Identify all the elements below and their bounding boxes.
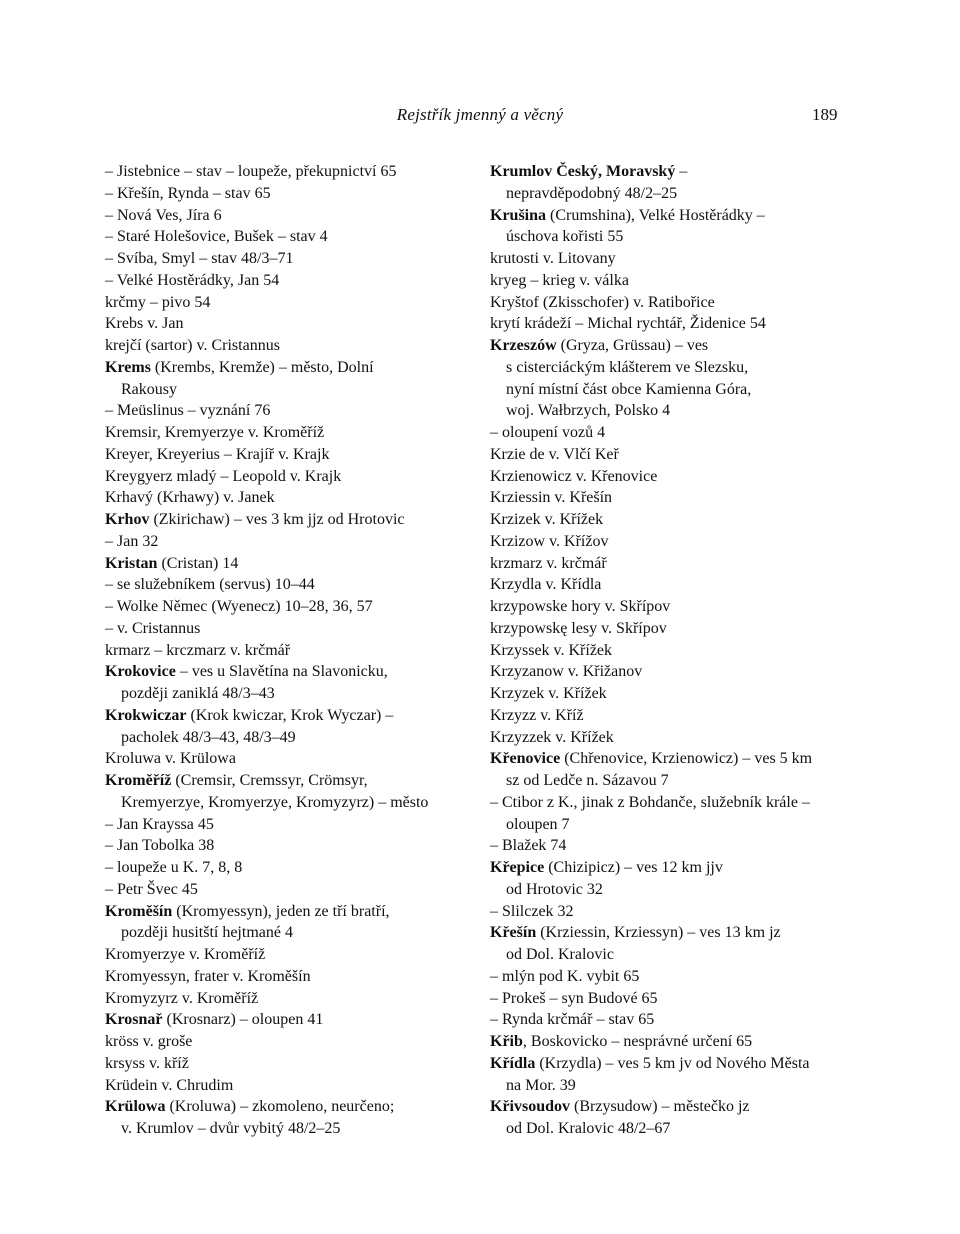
index-text: Kromyessyn, frater v. Kroměšín xyxy=(105,967,311,985)
index-headword: Krosnař xyxy=(105,1011,163,1029)
index-line xyxy=(490,1053,860,1075)
index-text: Krzydla v. Křídla xyxy=(490,576,602,594)
index-text: Krzienowicz v. Křenovice xyxy=(490,467,658,485)
index-line xyxy=(490,553,860,575)
index-text: Kromyerzye v. Kroměříž xyxy=(105,946,266,963)
index-line xyxy=(105,705,475,727)
index-headword: Křenovice xyxy=(490,750,561,768)
index-line xyxy=(490,313,860,335)
index-line xyxy=(105,901,475,923)
index-text: krmarz – krczmarz v. krčmář xyxy=(105,641,291,659)
index-text: Krziessin v. Křešín xyxy=(490,489,613,507)
index-text: – xyxy=(675,163,688,180)
index-text: – ves u Slavětína na Slavonicku, xyxy=(175,663,388,681)
running-title: Rejstřík jmenný a věcný xyxy=(396,105,564,124)
index-text: (Kroluwa) – zkomoleno, neurčeno; xyxy=(165,1098,395,1116)
index-text: později husitští hejtmané 4 xyxy=(121,924,293,942)
index-text: Krhavý (Krhawy) v. Janek xyxy=(105,489,275,507)
index-text: – se služebníkem (servus) 10–44 xyxy=(105,576,315,594)
index-text: krčmy – pivo 54 xyxy=(105,293,211,311)
index-line xyxy=(105,1009,475,1031)
index-headword: Křešín xyxy=(490,924,537,942)
index-text: Kremyerzye, Kromyerzye, Kromyzyrz) – město xyxy=(121,793,429,811)
index-text: Krzyzzek v. Křížek xyxy=(490,728,614,746)
index-line xyxy=(105,1075,475,1097)
index-line xyxy=(105,509,475,531)
index-text: (Brzysudow) – městečko jz xyxy=(570,1098,750,1116)
index-text: – Jistebnice – stav – loupeže, překupnictví 65 xyxy=(105,163,397,180)
index-line xyxy=(105,618,475,640)
index-text: – v. Cristannus xyxy=(105,619,201,637)
index-line xyxy=(490,640,860,662)
index-text: Krzizek v. Křížek xyxy=(490,511,604,528)
index-text: – Meüslinus – vyznání 76 xyxy=(105,402,271,420)
index-line xyxy=(490,596,860,618)
index-text: (Chizipicz) – ves 12 km jjv xyxy=(544,859,723,876)
index-line xyxy=(105,335,475,357)
index-line xyxy=(490,770,860,792)
index-line xyxy=(105,466,475,488)
index-text: krejčí (sartor) v. Cristannus xyxy=(105,337,280,354)
index-line xyxy=(490,1031,860,1053)
index-line xyxy=(490,857,860,879)
index-line xyxy=(105,205,475,227)
index-line xyxy=(105,161,475,183)
index-text: Kromyzyrz v. Kroměříž xyxy=(105,989,259,1007)
index-text: s cisterciáckým klášterem ve Slezsku, xyxy=(506,358,749,376)
index-headword: Krhov xyxy=(105,511,150,528)
index-line xyxy=(105,640,475,662)
index-text: (Krosnarz) – oloupen 41 xyxy=(162,1011,324,1029)
index-line xyxy=(105,270,475,292)
index-text: – Jan 32 xyxy=(105,532,159,550)
index-text: (Crumshina), Velké Hostěrádky – xyxy=(546,206,765,224)
index-headword: Kristan xyxy=(105,554,158,572)
index-line xyxy=(105,922,475,944)
index-line xyxy=(490,379,860,401)
index-text: krzypowskę lesy v. Skřípov xyxy=(490,619,667,637)
index-line xyxy=(490,466,860,488)
index-line xyxy=(490,444,860,466)
index-line xyxy=(105,748,475,770)
index-line xyxy=(105,727,475,749)
index-text: sz od Ledče n. Sázavou 7 xyxy=(506,772,669,789)
index-text: krzypowske hory v. Skřípov xyxy=(490,598,671,615)
index-line xyxy=(105,226,475,248)
index-line xyxy=(105,400,475,422)
index-text: Kremsir, Kremyerzye v. Kroměříž xyxy=(105,424,325,441)
index-text: oloupen 7 xyxy=(506,815,570,833)
index-headword: Křib xyxy=(490,1033,523,1050)
index-text: Kroluwa v. Krülowa xyxy=(105,750,236,768)
index-line xyxy=(105,1118,475,1140)
index-headword: Krems xyxy=(105,358,151,376)
index-text: od Hrotovic 32 xyxy=(506,880,603,898)
index-column-right xyxy=(490,161,860,1140)
index-line xyxy=(105,596,475,618)
index-text: pacholek 48/3–43, 48/3–49 xyxy=(121,728,296,746)
index-line xyxy=(105,1096,475,1118)
index-line xyxy=(105,1053,475,1075)
index-text: (Chřenovice, Krzienowicz) – ves 5 km xyxy=(560,750,813,768)
index-line xyxy=(490,292,860,314)
index-line xyxy=(105,422,475,444)
index-text: Krzyzek v. Křížek xyxy=(490,685,607,702)
index-text: – Prokeš – syn Budové 65 xyxy=(490,989,658,1007)
index-text: woj. Wałbrzych, Polsko 4 xyxy=(506,402,671,420)
index-line xyxy=(105,966,475,988)
index-line xyxy=(490,270,860,292)
index-line xyxy=(105,944,475,966)
index-text: – Velké Hostěrádky, Jan 54 xyxy=(105,271,280,289)
index-text: nepravděpodobný 48/2–25 xyxy=(506,184,678,202)
index-line xyxy=(105,988,475,1010)
index-text: , Boskovicko – nesprávné určení 65 xyxy=(522,1033,753,1050)
index-line xyxy=(490,531,860,553)
index-headword: Kroměříž xyxy=(105,772,172,789)
index-text: – Jan Krayssa 45 xyxy=(105,815,214,833)
index-line xyxy=(490,792,860,814)
index-line xyxy=(490,400,860,422)
index-line xyxy=(490,161,860,183)
index-line xyxy=(105,792,475,814)
index-text: Krzizow v. Křížov xyxy=(490,532,609,550)
index-text: (Cremsir, Cremssyr, Crömsyr, xyxy=(171,772,368,789)
index-text: Krebs v. Jan xyxy=(105,315,184,333)
index-text: kryeg – krieg v. válka xyxy=(490,271,629,289)
index-line xyxy=(490,226,860,248)
index-text: Krüdein v. Chrudim xyxy=(105,1076,234,1094)
index-line xyxy=(490,966,860,988)
index-headword: Křivsoudov xyxy=(490,1098,571,1116)
index-line xyxy=(105,553,475,575)
index-text: – Ctibor z K., jinak z Bohdanče, služebník krále – xyxy=(490,793,810,811)
index-column-left xyxy=(105,161,475,1140)
index-text: – Křešín, Rynda – stav 65 xyxy=(105,184,271,202)
index-line xyxy=(490,183,860,205)
index-text: (Cristan) 14 xyxy=(157,554,239,572)
index-line xyxy=(490,814,860,836)
index-text: od Dol. Kralovic xyxy=(506,946,614,963)
index-text: (Zkirichaw) – ves 3 km jjz od Hrotovic xyxy=(149,511,405,528)
index-headword: Krokwiczar xyxy=(105,706,187,724)
index-line xyxy=(490,944,860,966)
index-line xyxy=(105,857,475,879)
index-text: později zaniklá 48/3–43 xyxy=(121,685,275,702)
index-text: v. Krumlov – dvůr vybitý 48/2–25 xyxy=(121,1120,341,1137)
index-text: Krzyzz v. Kříž xyxy=(490,706,584,724)
index-line xyxy=(105,770,475,792)
index-text: Krzyssek v. Křížek xyxy=(490,641,613,659)
index-line xyxy=(490,922,860,944)
index-line xyxy=(105,683,475,705)
index-headword: Krülowa xyxy=(105,1098,166,1116)
index-line xyxy=(490,661,860,683)
index-line xyxy=(490,705,860,727)
index-line xyxy=(490,901,860,923)
index-text: (Krembs, Kremže) – město, Dolní xyxy=(150,358,374,376)
index-text: (Krzydla) – ves 5 km jv od Nového Města xyxy=(535,1054,810,1072)
index-text: (Krziessin, Krziessyn) – ves 13 km jz xyxy=(536,924,781,942)
index-text: (Kromyessyn), jeden ze tří bratří, xyxy=(172,902,390,920)
index-headword: Křepice xyxy=(490,859,545,876)
index-line xyxy=(490,618,860,640)
index-line xyxy=(490,727,860,749)
index-text: – Svíba, Smyl – stav 48/3–71 xyxy=(105,250,294,267)
index-line xyxy=(490,357,860,379)
index-line xyxy=(490,509,860,531)
index-line xyxy=(490,1009,860,1031)
index-line xyxy=(105,835,475,857)
index-text: – Blažek 74 xyxy=(490,837,567,855)
index-text: – Nová Ves, Jíra 6 xyxy=(105,206,222,224)
index-text: – Wolke Němec (Wyenecz) 10–28, 36, 57 xyxy=(105,598,373,615)
index-line xyxy=(490,248,860,270)
index-text: kröss v. groše xyxy=(105,1033,193,1050)
index-text: Krzyzanow v. Křižanov xyxy=(490,663,643,681)
index-text: od Dol. Kralovic 48/2–67 xyxy=(506,1120,671,1137)
index-line xyxy=(490,422,860,444)
page-number: 189 xyxy=(812,105,838,124)
index-text: – Petr Švec 45 xyxy=(105,880,198,898)
index-line xyxy=(490,988,860,1010)
index-line xyxy=(490,1075,860,1097)
index-text: krytí krádeží – Michal rychtář, Židenice 54 xyxy=(490,315,766,333)
index-line xyxy=(105,379,475,401)
index-line xyxy=(490,487,860,509)
index-line xyxy=(490,335,860,357)
index-line xyxy=(490,205,860,227)
index-text: Krzie de v. Vlčí Keř xyxy=(490,445,619,463)
index-line xyxy=(105,1031,475,1053)
index-line xyxy=(105,661,475,683)
index-text: (Gryza, Grüssau) – ves xyxy=(556,337,709,354)
index-text: (Krok kwiczar, Krok Wyczar) – xyxy=(186,706,394,724)
index-text: – Slilczek 32 xyxy=(490,902,574,920)
index-headword: Křídla xyxy=(490,1054,536,1072)
index-text: Kreyer, Kreyerius – Krajíř v. Krajk xyxy=(105,445,330,463)
index-text: – Rynda krčmář – stav 65 xyxy=(490,1011,655,1029)
index-line xyxy=(105,574,475,596)
index-line xyxy=(105,183,475,205)
index-text: – Staré Holešovice, Bušek – stav 4 xyxy=(105,228,328,246)
index-line xyxy=(105,444,475,466)
index-headword: Krokovice xyxy=(105,663,176,681)
index-text: – loupeže u K. 7, 8, 8 xyxy=(105,859,243,876)
index-text: na Mor. 39 xyxy=(506,1076,576,1094)
index-text: – oloupení vozů 4 xyxy=(490,424,606,441)
index-line xyxy=(490,574,860,596)
index-line xyxy=(490,1118,860,1140)
index-line xyxy=(490,748,860,770)
index-line xyxy=(490,1096,860,1118)
index-text: krutosti v. Litovany xyxy=(490,250,616,267)
index-text: Rakousy xyxy=(121,380,177,398)
index-headword: Krumlov Český, Moravský xyxy=(490,163,676,180)
index-text: úschova kořisti 55 xyxy=(506,228,624,246)
index-line xyxy=(490,683,860,705)
index-line xyxy=(105,292,475,314)
index-line xyxy=(490,879,860,901)
index-text: – Jan Tobolka 38 xyxy=(105,837,215,855)
index-line xyxy=(105,879,475,901)
index-headword: Kroměšín xyxy=(105,902,173,920)
index-line xyxy=(105,487,475,509)
index-text: – mlýn pod K. vybit 65 xyxy=(490,967,640,985)
index-line xyxy=(105,531,475,553)
index-line xyxy=(105,248,475,270)
index-text: nyní místní část obce Kamienna Góra, xyxy=(506,380,752,398)
index-text: Kryštof (Zkisschofer) v. Ratibořice xyxy=(490,293,715,311)
index-line xyxy=(105,357,475,379)
index-headword: Krušina xyxy=(490,206,547,224)
index-line xyxy=(105,814,475,836)
index-headword: Krzeszów xyxy=(490,337,557,354)
index-text: krzmarz v. krčmář xyxy=(490,554,607,572)
index-line xyxy=(105,313,475,335)
index-text: krsyss v. kříž xyxy=(105,1054,189,1072)
index-line xyxy=(490,835,860,857)
index-text: Kreygyerz mladý – Leopold v. Krajk xyxy=(105,467,342,485)
